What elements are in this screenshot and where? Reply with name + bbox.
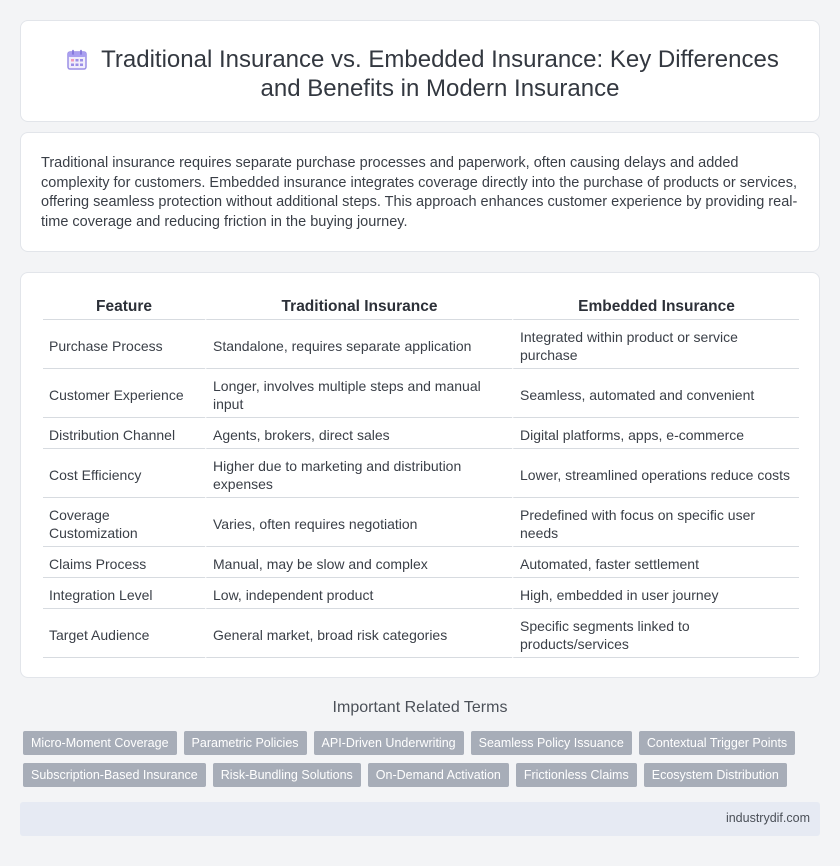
table-row xyxy=(43,320,799,369)
feature-cell: Claims Process xyxy=(43,547,205,578)
traditional-cell: Standalone, requires separate application xyxy=(205,320,512,369)
traditional-cell: Agents, brokers, direct sales xyxy=(205,418,512,449)
intro-paragraph: Traditional insurance requires separate purchase processes and paperwork, often causing delays and added complexity for customers. Embedded insurance integrates coverage directly into the purchase of products or services, offering seamless protection without additional steps. This approach enhances customer experience by providing real-time coverage and reducing friction in the buying journey. xyxy=(41,155,798,230)
term-tag[interactable]: Frictionless Claims xyxy=(516,763,637,787)
embedded-cell: Automated, faster settlement xyxy=(512,547,799,578)
page-title: Traditional Insurance vs. Embedded Insurance: Key Differences and Benefits in Modern Insurance xyxy=(101,46,779,102)
title-card xyxy=(20,20,820,122)
traditional-cell: Higher due to marketing and distribution expenses xyxy=(205,449,512,498)
table-row xyxy=(43,418,799,449)
related-terms-row xyxy=(23,763,813,787)
term-tag[interactable]: Contextual Trigger Points xyxy=(639,731,795,755)
feature-cell: Purchase Process xyxy=(43,320,205,369)
related-terms-list xyxy=(23,731,813,795)
column-header: Embedded Insurance xyxy=(512,293,799,320)
footer-bar xyxy=(20,802,820,836)
table-row xyxy=(43,547,799,578)
embedded-cell: Specific segments linked to products/services xyxy=(512,609,799,658)
table-header-row xyxy=(43,293,799,320)
comparison-table-card xyxy=(20,272,820,678)
embedded-cell: Predefined with focus on specific user needs xyxy=(512,498,799,547)
feature-cell: Distribution Channel xyxy=(43,418,205,449)
feature-cell: Customer Experience xyxy=(43,369,205,418)
column-header: Feature xyxy=(43,293,205,320)
embedded-cell: Digital platforms, apps, e-commerce xyxy=(512,418,799,449)
embedded-cell: High, embedded in user journey xyxy=(512,578,799,609)
traditional-cell: Manual, may be slow and complex xyxy=(205,547,512,578)
term-tag[interactable]: Ecosystem Distribution xyxy=(644,763,787,787)
term-tag[interactable]: Parametric Policies xyxy=(184,731,307,755)
traditional-cell: Low, independent product xyxy=(205,578,512,609)
feature-cell: Cost Efficiency xyxy=(43,449,205,498)
table-row xyxy=(43,449,799,498)
feature-cell: Target Audience xyxy=(43,609,205,658)
feature-cell: Coverage Customization xyxy=(43,498,205,547)
related-terms-row xyxy=(23,731,813,755)
table-row xyxy=(43,498,799,547)
embedded-cell: Lower, streamlined operations reduce costs xyxy=(512,449,799,498)
intro-card xyxy=(20,132,820,252)
feature-cell: Integration Level xyxy=(43,578,205,609)
traditional-cell: Longer, involves multiple steps and manual input xyxy=(205,369,512,418)
term-tag[interactable]: On-Demand Activation xyxy=(368,763,509,787)
column-header: Traditional Insurance xyxy=(205,293,512,320)
related-terms-heading: Important Related Terms xyxy=(332,699,508,716)
table-row xyxy=(43,369,799,418)
comparison-table xyxy=(43,293,799,658)
term-tag[interactable]: Risk-Bundling Solutions xyxy=(213,763,361,787)
term-tag[interactable]: Micro-Moment Coverage xyxy=(23,731,177,755)
traditional-cell: General market, broad risk categories xyxy=(205,609,512,658)
table-row xyxy=(43,609,799,658)
traditional-cell: Varies, often requires negotiation xyxy=(205,498,512,547)
term-tag[interactable]: Seamless Policy Issuance xyxy=(471,731,632,755)
embedded-cell: Seamless, automated and convenient xyxy=(512,369,799,418)
table-row xyxy=(43,578,799,609)
footer-site-link[interactable]: industrydif.com xyxy=(725,811,810,825)
term-tag[interactable]: API-Driven Underwriting xyxy=(314,731,464,755)
embedded-cell: Integrated within product or service purchase xyxy=(512,320,799,369)
term-tag[interactable]: Subscription-Based Insurance xyxy=(23,763,206,787)
